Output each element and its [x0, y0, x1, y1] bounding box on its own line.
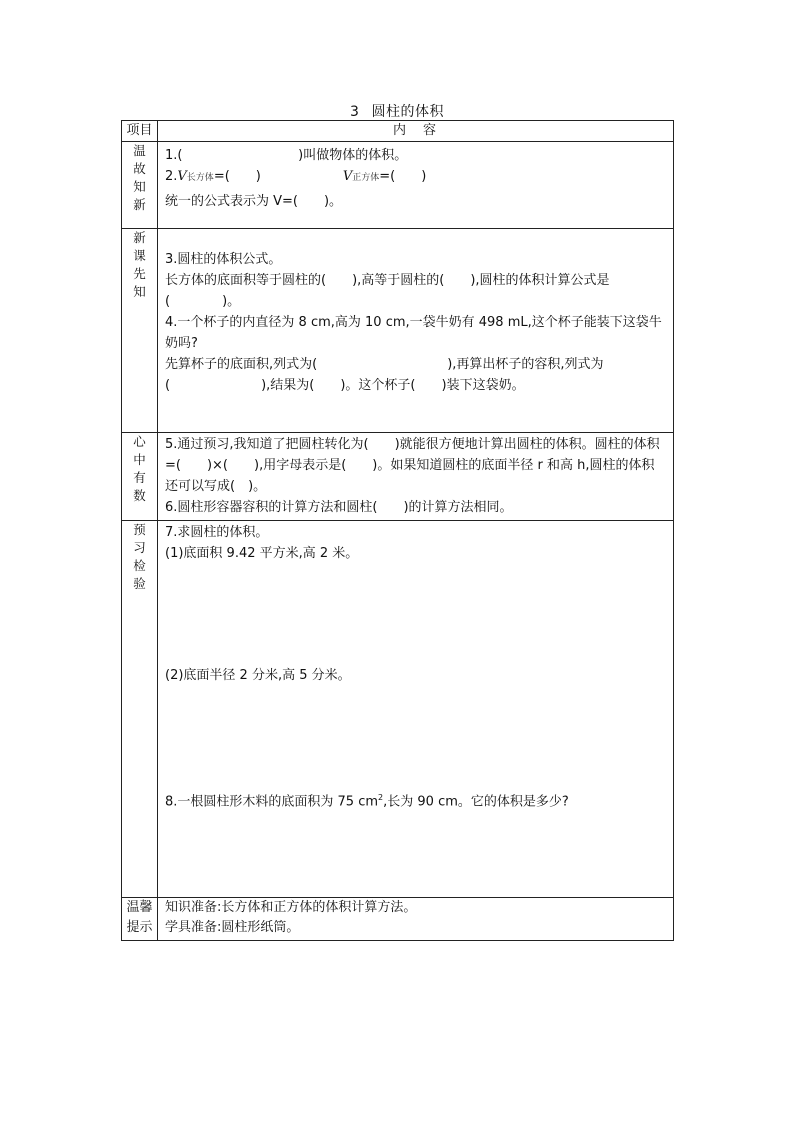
section-understanding-content	[158, 433, 674, 521]
section-new-lesson-label: 新课先知	[133, 230, 146, 299]
tip-knowledge: 知识准备:长方体和正方体的体积计算方法。	[165, 900, 417, 915]
section-review	[122, 142, 674, 229]
question-4-steps: 先算杯子的底面积,列式为( ),再算出杯子的容积,列式为( ),结果为( )。这个杯子( )装下这袋奶。	[165, 357, 604, 393]
unified-formula: 统一的公式表示为 V=( )。	[165, 194, 343, 209]
section-preview-check-label: 预习检验	[133, 522, 146, 591]
section-tips-label: 温馨提示	[126, 900, 153, 935]
section-understanding	[122, 433, 674, 521]
question-8: 8.一根圆柱形木料的底面积为 75 $cm^2$,长为 90 cm。它的体积是多少?	[165, 793, 569, 810]
page-title	[0, 101, 794, 121]
title-text: 圆柱的体积	[371, 104, 444, 120]
worksheet-table	[121, 120, 674, 941]
question-7: 7.求圆柱的体积。	[165, 525, 269, 540]
title-number: 3	[350, 104, 360, 120]
header-content: 内 容	[392, 123, 438, 138]
question-6: 6.圆柱形容器容积的计算方法和圆柱( )的计算方法相同。	[165, 500, 513, 515]
question-3: 3.圆柱的体积公式。	[165, 252, 282, 267]
question-2: 2.V长方体=( ) V正方体=( )	[165, 169, 427, 184]
section-tips-content	[158, 898, 674, 941]
question-7-part-1: (1)底面积 9.42 平方米,高 2 米。	[165, 546, 359, 561]
section-preview-check	[122, 521, 674, 898]
section-new-lesson	[122, 229, 674, 433]
section-review-label: 温故知新	[133, 143, 146, 212]
section-preview-check-label-cell	[122, 521, 158, 898]
header-content-cell	[158, 121, 674, 142]
question-3-text: 长方体的底面积等于圆柱的( ),高等于圆柱的( ),圆柱的体积计算公式是( )。	[165, 273, 610, 309]
section-tips	[122, 898, 674, 941]
question-1: 1.( )叫做物体的体积。	[165, 148, 408, 163]
header-label: 项目	[126, 123, 153, 138]
tip-materials: 学具准备:圆柱形纸筒。	[165, 920, 300, 935]
header-row	[122, 121, 674, 142]
header-label-cell	[122, 121, 158, 142]
question-4: 4.一个杯子的内直径为 8 cm,高为 10 cm,一袋牛奶有 498 mL,这个杯子能装下这袋牛奶吗?	[165, 315, 662, 351]
section-understanding-label: 心中有数	[133, 434, 146, 503]
question-7-part-2: (2)底面半径 2 分米,高 5 分米。	[165, 668, 351, 683]
question-5: 5.通过预习,我知道了把圆柱转化为( )就能很方便地计算出圆柱的体积。圆柱的体积=( )×( ),用字母表示是( )。如果知道圆柱的底面半径 r 和高 h,圆柱的体积还可以写成( )。	[165, 437, 660, 494]
section-understanding-label-cell	[122, 433, 158, 521]
section-preview-check-content	[158, 521, 674, 898]
section-new-lesson-label-cell	[122, 229, 158, 433]
section-review-content	[158, 142, 674, 229]
section-new-lesson-content	[158, 229, 674, 433]
section-tips-label-cell	[122, 898, 158, 941]
section-review-label-cell	[122, 142, 158, 229]
